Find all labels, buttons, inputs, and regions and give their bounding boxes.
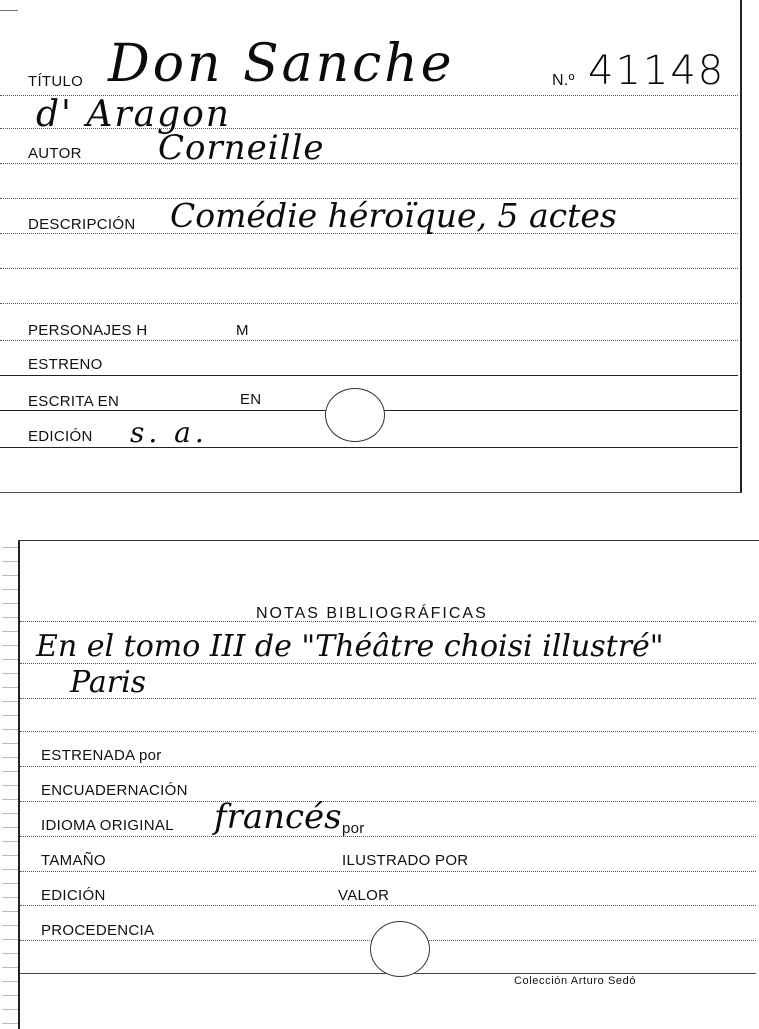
- punch-hole: [325, 388, 385, 442]
- edicion-label: EDICIÓN: [28, 428, 93, 445]
- scan-edge-speckle: [2, 541, 18, 1029]
- ruled-line: [20, 766, 756, 767]
- punch-hole: [370, 921, 430, 977]
- escrita-label: ESCRITA EN: [28, 393, 120, 410]
- catalog-card-front: [0, 0, 742, 493]
- ruled-line: [0, 163, 738, 164]
- descripcion-value: Comédie héroïque, 5 actes: [170, 196, 617, 235]
- notas-line-1: En el tomo III de "Théâtre choisi illustré": [36, 629, 664, 664]
- estrenada-label: ESTRENADA por: [41, 747, 162, 764]
- encuadernacion-label: ENCUADERNACIÓN: [41, 782, 188, 799]
- personajes-m-label: M: [236, 322, 249, 339]
- tamano-label: TAMAÑO: [41, 852, 106, 869]
- ruled-line: [0, 268, 738, 269]
- idioma-label: IDIOMA ORIGINAL: [41, 817, 174, 834]
- ruled-line: [0, 303, 738, 304]
- autor-value: Corneille: [158, 128, 325, 168]
- edicion-value: s. a.: [130, 416, 208, 449]
- ilustrado-label: ILUSTRADO POR: [342, 852, 469, 869]
- procedencia-label: PROCEDENCIA: [41, 922, 155, 939]
- ruled-line: [20, 905, 756, 906]
- descripcion-label: DESCRIPCIÓN: [28, 216, 136, 233]
- numero-value: 41148: [588, 48, 726, 94]
- ruled-line: [20, 801, 756, 802]
- ruled-line: [20, 836, 756, 837]
- idioma-value: francés: [214, 797, 342, 837]
- ruled-line: [0, 375, 738, 376]
- idioma-por-label: por: [342, 820, 365, 837]
- personajes-label: PERSONAJES H: [28, 322, 148, 339]
- notas-title: NOTAS BIBLIOGRÁFICAS: [256, 605, 488, 622]
- edicion-label: EDICIÓN: [41, 887, 106, 904]
- catalog-card-back: [18, 540, 759, 1029]
- ruled-line: [0, 447, 738, 448]
- notas-line-2: Paris: [70, 665, 147, 700]
- ruled-line: [0, 340, 738, 341]
- escrita-en-label: EN: [240, 391, 262, 408]
- autor-label: AUTOR: [28, 145, 82, 162]
- ruled-line: [20, 731, 756, 732]
- estreno-label: ESTRENO: [28, 356, 103, 373]
- card-corner-mark: [0, 0, 18, 11]
- titulo-value: Don Sanche: [108, 34, 455, 94]
- titulo-value-continued: d' Aragon: [36, 94, 231, 135]
- collection-label: Colección Arturo Sedó: [514, 975, 637, 987]
- valor-label: VALOR: [338, 887, 390, 904]
- titulo-label: TÍTULO: [28, 73, 84, 90]
- ruled-line: [20, 871, 756, 872]
- numero-label: N.º: [552, 72, 575, 89]
